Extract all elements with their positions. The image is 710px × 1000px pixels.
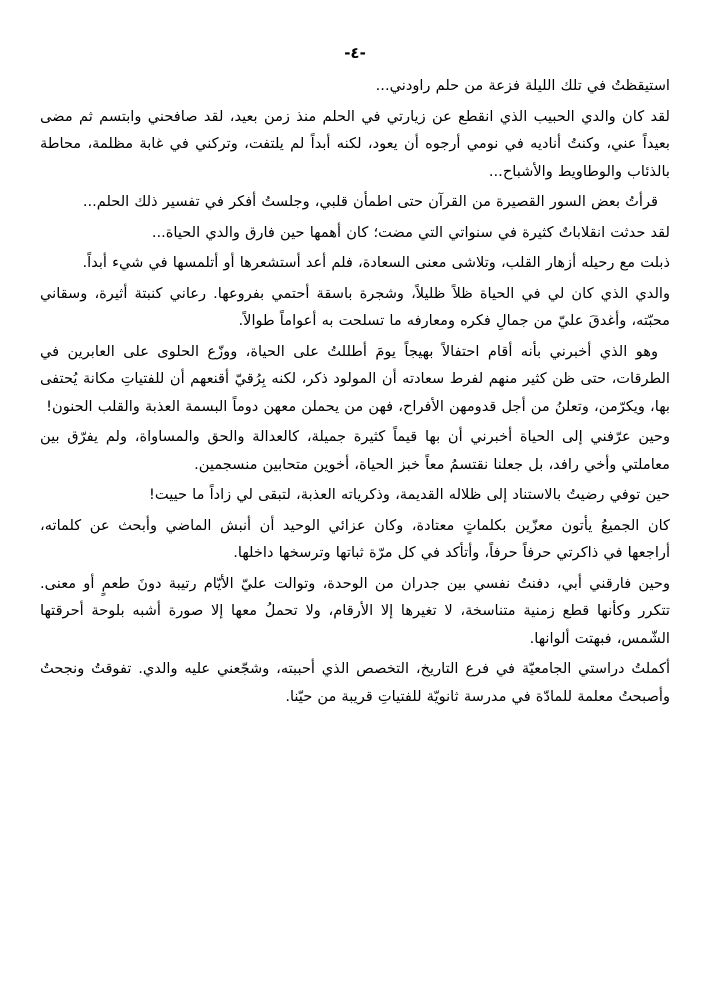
paragraph: والدي الذي كان لي في الحياة ظلاً ظليلاً، وشجرة باسقة أحتمي بفروعها. رعاني كنبتة أثيرة، وسقاني محبّته، وأغدقَ عليّ من جمالِ فكره ومعارفه ما تسلحت به أعواماً طوالاً.	[40, 284, 670, 329]
paragraph: لقد كان والدي الحبيب الذي انقطع عن زيارتي في الحلم منذ زمن بعيد، لقد صافحني وابتسم ثم مضى بعيداً عني، وكنتُ أناديه في نومي أرجوه أن يعود، لكنه أبداً لم يلتفت، وتركني في غابة مظلمة، محاطة بالذئاب والوطاويط والأشباح...	[40, 107, 670, 180]
paragraph: ذبلت مع رحيله أزهار القلب، وتلاشى معنى السعادة، فلم أعد أستشعرها أو أتلمسها في شيء أبداً.	[82, 254, 670, 271]
paragraph: لقد حدثت انقلاباتٌ كثيرة في سنواتي التي مضت؛ كان أهمها حين فارق والدي الحياة...	[151, 223, 670, 241]
page-number: -٤-	[344, 44, 366, 62]
paragraph: قرأتُ بعض السور القصيرة من القرآن حتى اطمأن قلبي، وجلستُ أفكر في تفسير ذلك الحلم...	[82, 193, 658, 210]
paragraph: حين توفي رضيتُ بالاستناد إلى ظلاله القديمة، وذكرياته العذبة، لتبقى لي زاداً ما حييت!	[149, 486, 670, 503]
paragraph: وهو الذي أخبرني بأنه أقام احتفالاً بهيجاً يومَ أطللتُ على الحياة، ووزّع الحلوى على العابرين في الطرقات، حتى ظن كثير منهم لفرط سعادته أن المولود ذكر، لكنه بِرُقيّ أقنعهم أن للفتياتِ مكانة يُحتفى بها، ويكرّمن، وتعلنُ من أجل قدومهن الأفراح، فهن من يحملن معهن دوماً البسمة العذبة والقلب الحنون!	[40, 342, 670, 415]
paragraph: وحين عرّفني إلى الحياة أخبرني أن بها قيماً كثيرة جميلة، كالعدالة والحق والمساواة، ولم يفرّق بين معاملتي وأخي رافد، بل جعلنا نقتسمُ معاً خبز الحياة، أخوين متحابين منسجمين.	[40, 428, 670, 473]
paragraph: أكملتُ دراستي الجامعيّة في فرع التاريخ، التخصص الذي أحببته، وشجّعني عليه والدي. تفوقتُ ونجحتُ وأصبحتُ معلمة للمادّة في مدرسة ثانويّة للفتياتِ قريبة من حيّنا.	[40, 660, 670, 705]
paragraph: كان الجميعُ يأتون معزّين بكلماتٍ معتادة، وكان عزائي الوحيد أن أنبش الماضي وأبحث عن كلماته، أراجعها في ذاكرتي حرفاً حرفاً، وأتأكد في كل مرّة ثباتها وترسخها داخلها.	[40, 516, 670, 561]
paragraph: استيقظتُ في تلك الليلة فزعة من حلم راودني...	[375, 77, 670, 94]
paragraph: وحين فارقني أبي، دفنتُ نفسي بين جدران من الوحدة، وتوالت عليّ الأيّام رتيبة دونَ طعمٍ أو معنى. تتكرر وكأنها قطع زمنية متناسخة، لا تغيرها إلا الأرقام، ولا تحملُ معها إلا صورة أشبه بلوحة أحرقتها الشّمس، فبهتت ألوانها.	[40, 574, 670, 647]
